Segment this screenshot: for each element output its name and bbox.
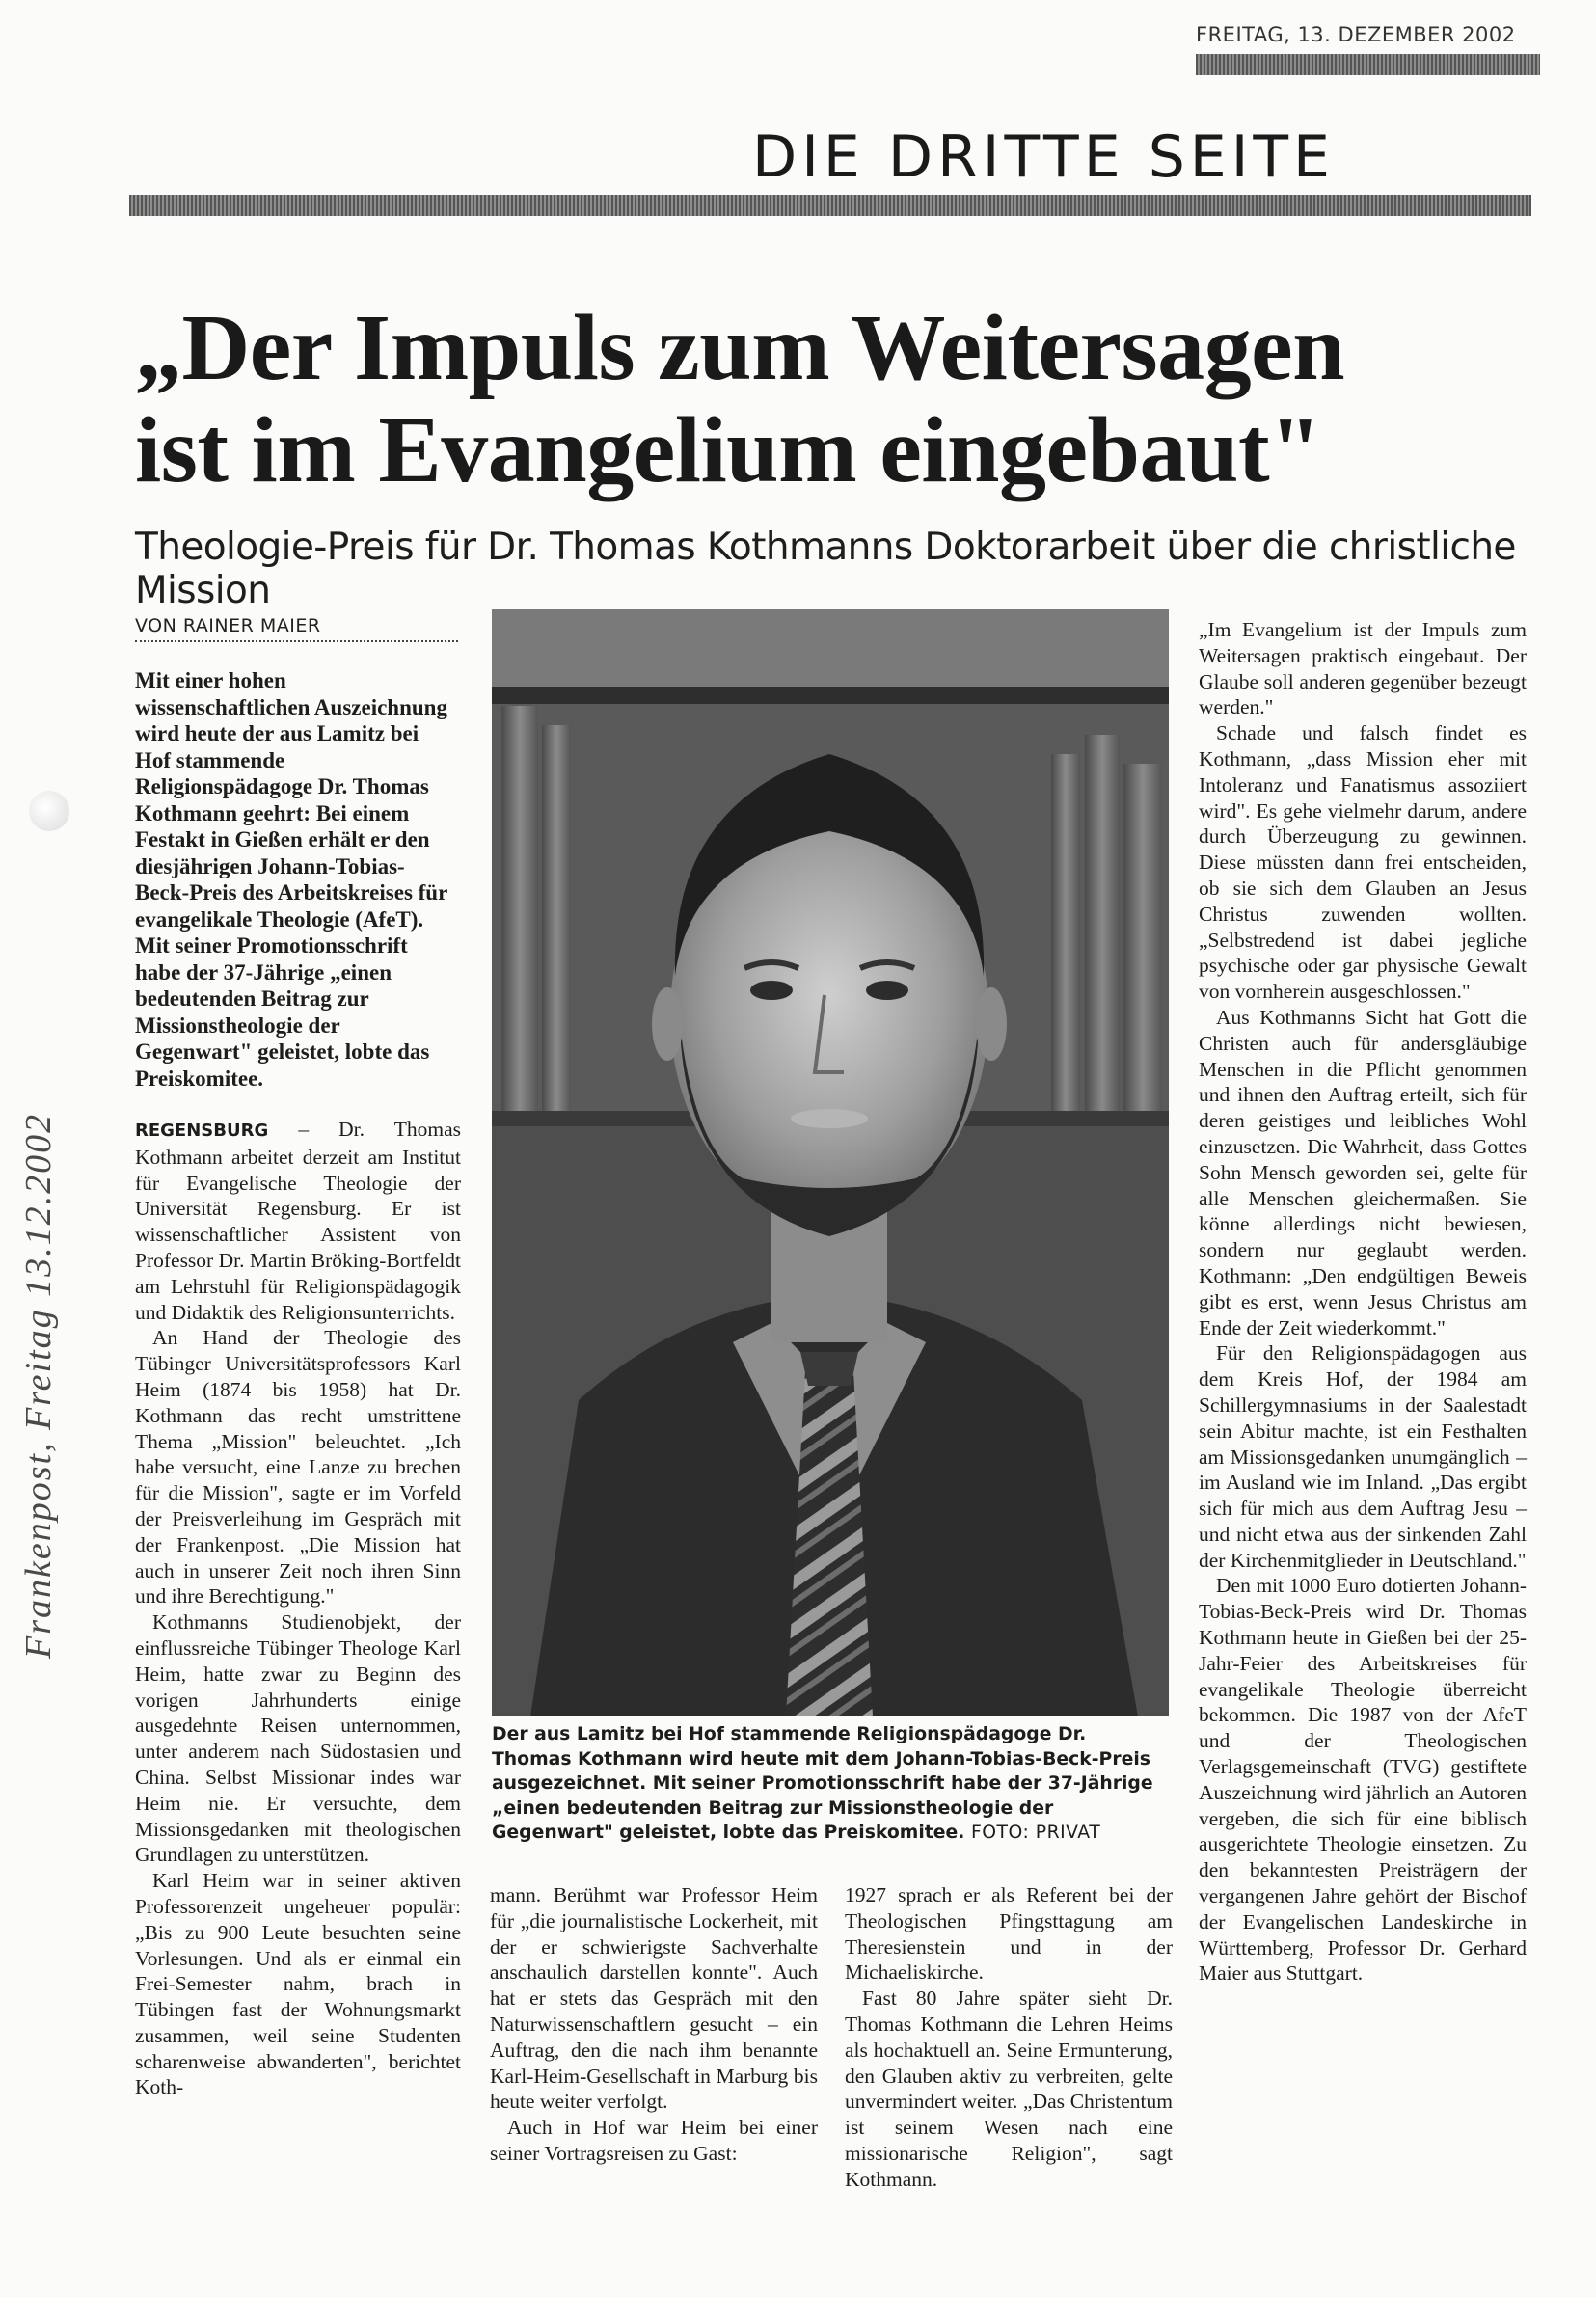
paragraph: Für den Religionspädagogen aus dem Kreis Hof, der 1984 am Schillergymnasiums in der Saalestadt sein Abitur machte, ist ein Festhalten am Missionsgedanken unumgänglich – im Ausland wie im Inland. „Das ergibt sich für mich aus dem Auftrag Jesu – und nicht etwa aus der sinkenden Zahl der Kirchenmitglieder in Deutschland." (1199, 1341, 1527, 1572)
punch-hole (29, 791, 69, 831)
paragraph: Schade und falsch findet es Kothmann, „dass Mission eher mit Intoleranz und Fanatismus assoziiert wird". Es gehe vielmehr darum, andere durch Überzeugung zu gewinnen. Diese müssten dann frei entscheiden, ob sie sich dem Glauben an Jesus Christus zuwenden wollten. „Selbstredend ist dabei jegliche psychische oder gar physische Gewalt von vornherein ausgeschlossen." (1199, 721, 1527, 1004)
paragraph: Den mit 1000 Euro dotierten Johann-Tobias-Beck-Preis wird Dr. Thomas Kothmann heute in Gießen bei der 25-Jahr-Feier des Arbeitskreises für evangelikale Theologie überreicht bekommen. Die 1987 von der AfeT und der Theologischen Verlagsgemeinschaft (TVG) gestiftete Auszeichnung wird jährlich an Autoren vergeben, die sich für eine biblisch ausgerichtete Theologie einsetzen. Zu den bekanntesten Preisträgern der vergangenen Jahre gehört der Bischof der Evangelischen Landeskirche in Württemberg, Professor Dr. Gerhard Maier aus Stuttgart. (1199, 1574, 1527, 1986)
photo-credit: FOTO: PRIVAT (970, 1823, 1101, 1843)
text-column-1 (135, 1117, 461, 2100)
text-column-3 (845, 1882, 1173, 2193)
subheadline: Theologie-Preis für Dr. Thomas Kothmanns Doktorarbeit über die christliche Mission (135, 526, 1516, 612)
teaser-text: Mit einer hohen wissenschaftlichen Auszeichnung wird heute der aus Lamitz bei Hof stammende Religionspädagoge Dr. Thomas Kothmann geehrt: Bei einem Festakt in Gießen erhält er den diesjährigen Johann-Tobias-Beck-Preis des Arbeitskreises für evangelikale Theologie (AfeT). Mit seiner Promotionsschrift habe der 37-Jährige „einen bedeutenden Beitrag zur Missionstheologie der Gegenwart" geleistet, lobte das Preiskomitee. (135, 668, 447, 1091)
text-column-2 (490, 1882, 818, 2167)
headline (135, 297, 1524, 501)
date-rule (1196, 54, 1540, 75)
headline-line-2: ist im Evangelium eingebaut" (135, 398, 1322, 502)
paragraph: An Hand der Theologie des Tübinger Universitätsprofessors Karl Heim (1874 bis 1958) hat Dr. Kothmann das recht umstrittene Thema „Mission" beleuchtet. „Ich habe versucht, eine Lanze zu brechen für die Mission", sagte er im Vorfeld der Preisverleihung im Gespräch mit der Frankenpost. „Die Mission hat auch in unserer Zeit noch ihren Sinn und ihre Berechtigung." (135, 1326, 461, 1608)
paragraph: Karl Heim war in seiner aktiven Professorenzeit ungeheuer populär: „Bis zu 900 Leute besuchten seine Vorlesungen. Und als er einmal ein Frei-Semester nahm, brach in Tübingen fast der Wohnungsmarkt zusammen, weil seine Studenten scharenweise abwanderten", berichtet Koth- (135, 1869, 461, 2099)
handwritten-note: Frankenpost, Freitag 13.12.2002 (18, 1112, 59, 1659)
caption-text: Der aus Lamitz bei Hof stammende Religionspädagoge Dr. Thomas Kothmann wird heute mit dem Johann-Tobias-Beck-Preis ausgezeichnet. Mit seiner Promotionsschrift habe der 37-Jährige „einen bedeutenden Beitrag zur Missionstheologie der Gegenwart" geleistet, lobte das Preiskomitee. (492, 1724, 1153, 1843)
section-title: DIE DRITTE SEITE (752, 123, 1335, 191)
headline-line-1: „Der Impuls zum Weitersagen (135, 296, 1345, 400)
paragraph: REGENSBURG – Dr. Thomas Kothmann arbeitet derzeit am Institut für Evangelische Theologie der Universität Regensburg. Er ist wissenschaftlicher Assistent von Professor Dr. Martin Bröking-Bortfeldt am Lehrstuhl für Religionspädagogik und Didaktik des Religionsunterrichts. (135, 1118, 461, 1324)
section-rule (129, 195, 1531, 216)
dateline: REGENSBURG (135, 1121, 269, 1141)
paragraph: mann. Berühmt war Professor Heim für „die journalistische Lockerheit, mit der er schwierigste Sachverhalte anschaulich darstellen konnte". Auch hat er stets das Gespräch mit den Naturwissenschaftlern gesucht – ein Auftrag, den die nach ihm benannte Karl-Heim-Gesellschaft in Marburg bis heute weiter verfolgt. (490, 1883, 818, 2114)
paragraph: „Im Evangelium ist der Impuls zum Weitersagen praktisch eingebaut. Der Glaube soll anderen gegenüber bezeugt werden." (1199, 618, 1527, 719)
paragraph: Fast 80 Jahre später sieht Dr. Thomas Kothmann die Lehren Heims als hochaktuell an. Seine Ermunterung, den Glauben aktiv zu verbreiten, gelte unvermindert weiter. „Das Christentum ist seinem Wesen nach eine missionarische Religion", sagt Kothmann. (845, 1986, 1173, 2191)
byline: VON RAINER MAIER (135, 615, 458, 642)
portrait-photo (492, 609, 1169, 1716)
issue-date: FREITAG, 13. DEZEMBER 2002 (1196, 23, 1516, 46)
paragraph: Kothmanns Studienobjekt, der einflussreiche Tübinger Theologe Karl Heim, hatte zwar zu Beginn des vorigen Jahrhunderts einige ausgedehnte Reisen unternommen, unter anderem nach Südostasien und China. Selbst Missionar indes war Heim nie. Er versuchte, dem Missionsgedanken mit theologischen Grundlagen zu unterstützen. (135, 1610, 461, 1867)
photo-caption (492, 1722, 1169, 1846)
text-column-4 (1199, 617, 1527, 1986)
paragraph: Auch in Hof war Heim bei einer seiner Vortragsreisen zu Gast: (490, 2116, 818, 2165)
paragraph: 1927 sprach er als Referent bei der Theologischen Pfingsttagung am Theresienstein und in der Michaeliskirche. (845, 1883, 1173, 1985)
paragraph: Aus Kothmanns Sicht hat Gott die Christen auch für andersgläubige Menschen in die Pflicht genommen und ihnen den Auftrag erteilt, sich für deren geistiges und leibliches Wohl einzusetzen. Die Wahrheit, dass Gottes Sohn Mensch geworden sei, gelte für alle Menschen gleichermaßen. Sie könne allerdings nicht bewiesen, sondern nur geglaubt werden. Kothmann: „Den endgültigen Beweis gibt es erst, wenn Jesus Christus am Ende der Zeit wiederkommt." (1199, 1005, 1527, 1339)
